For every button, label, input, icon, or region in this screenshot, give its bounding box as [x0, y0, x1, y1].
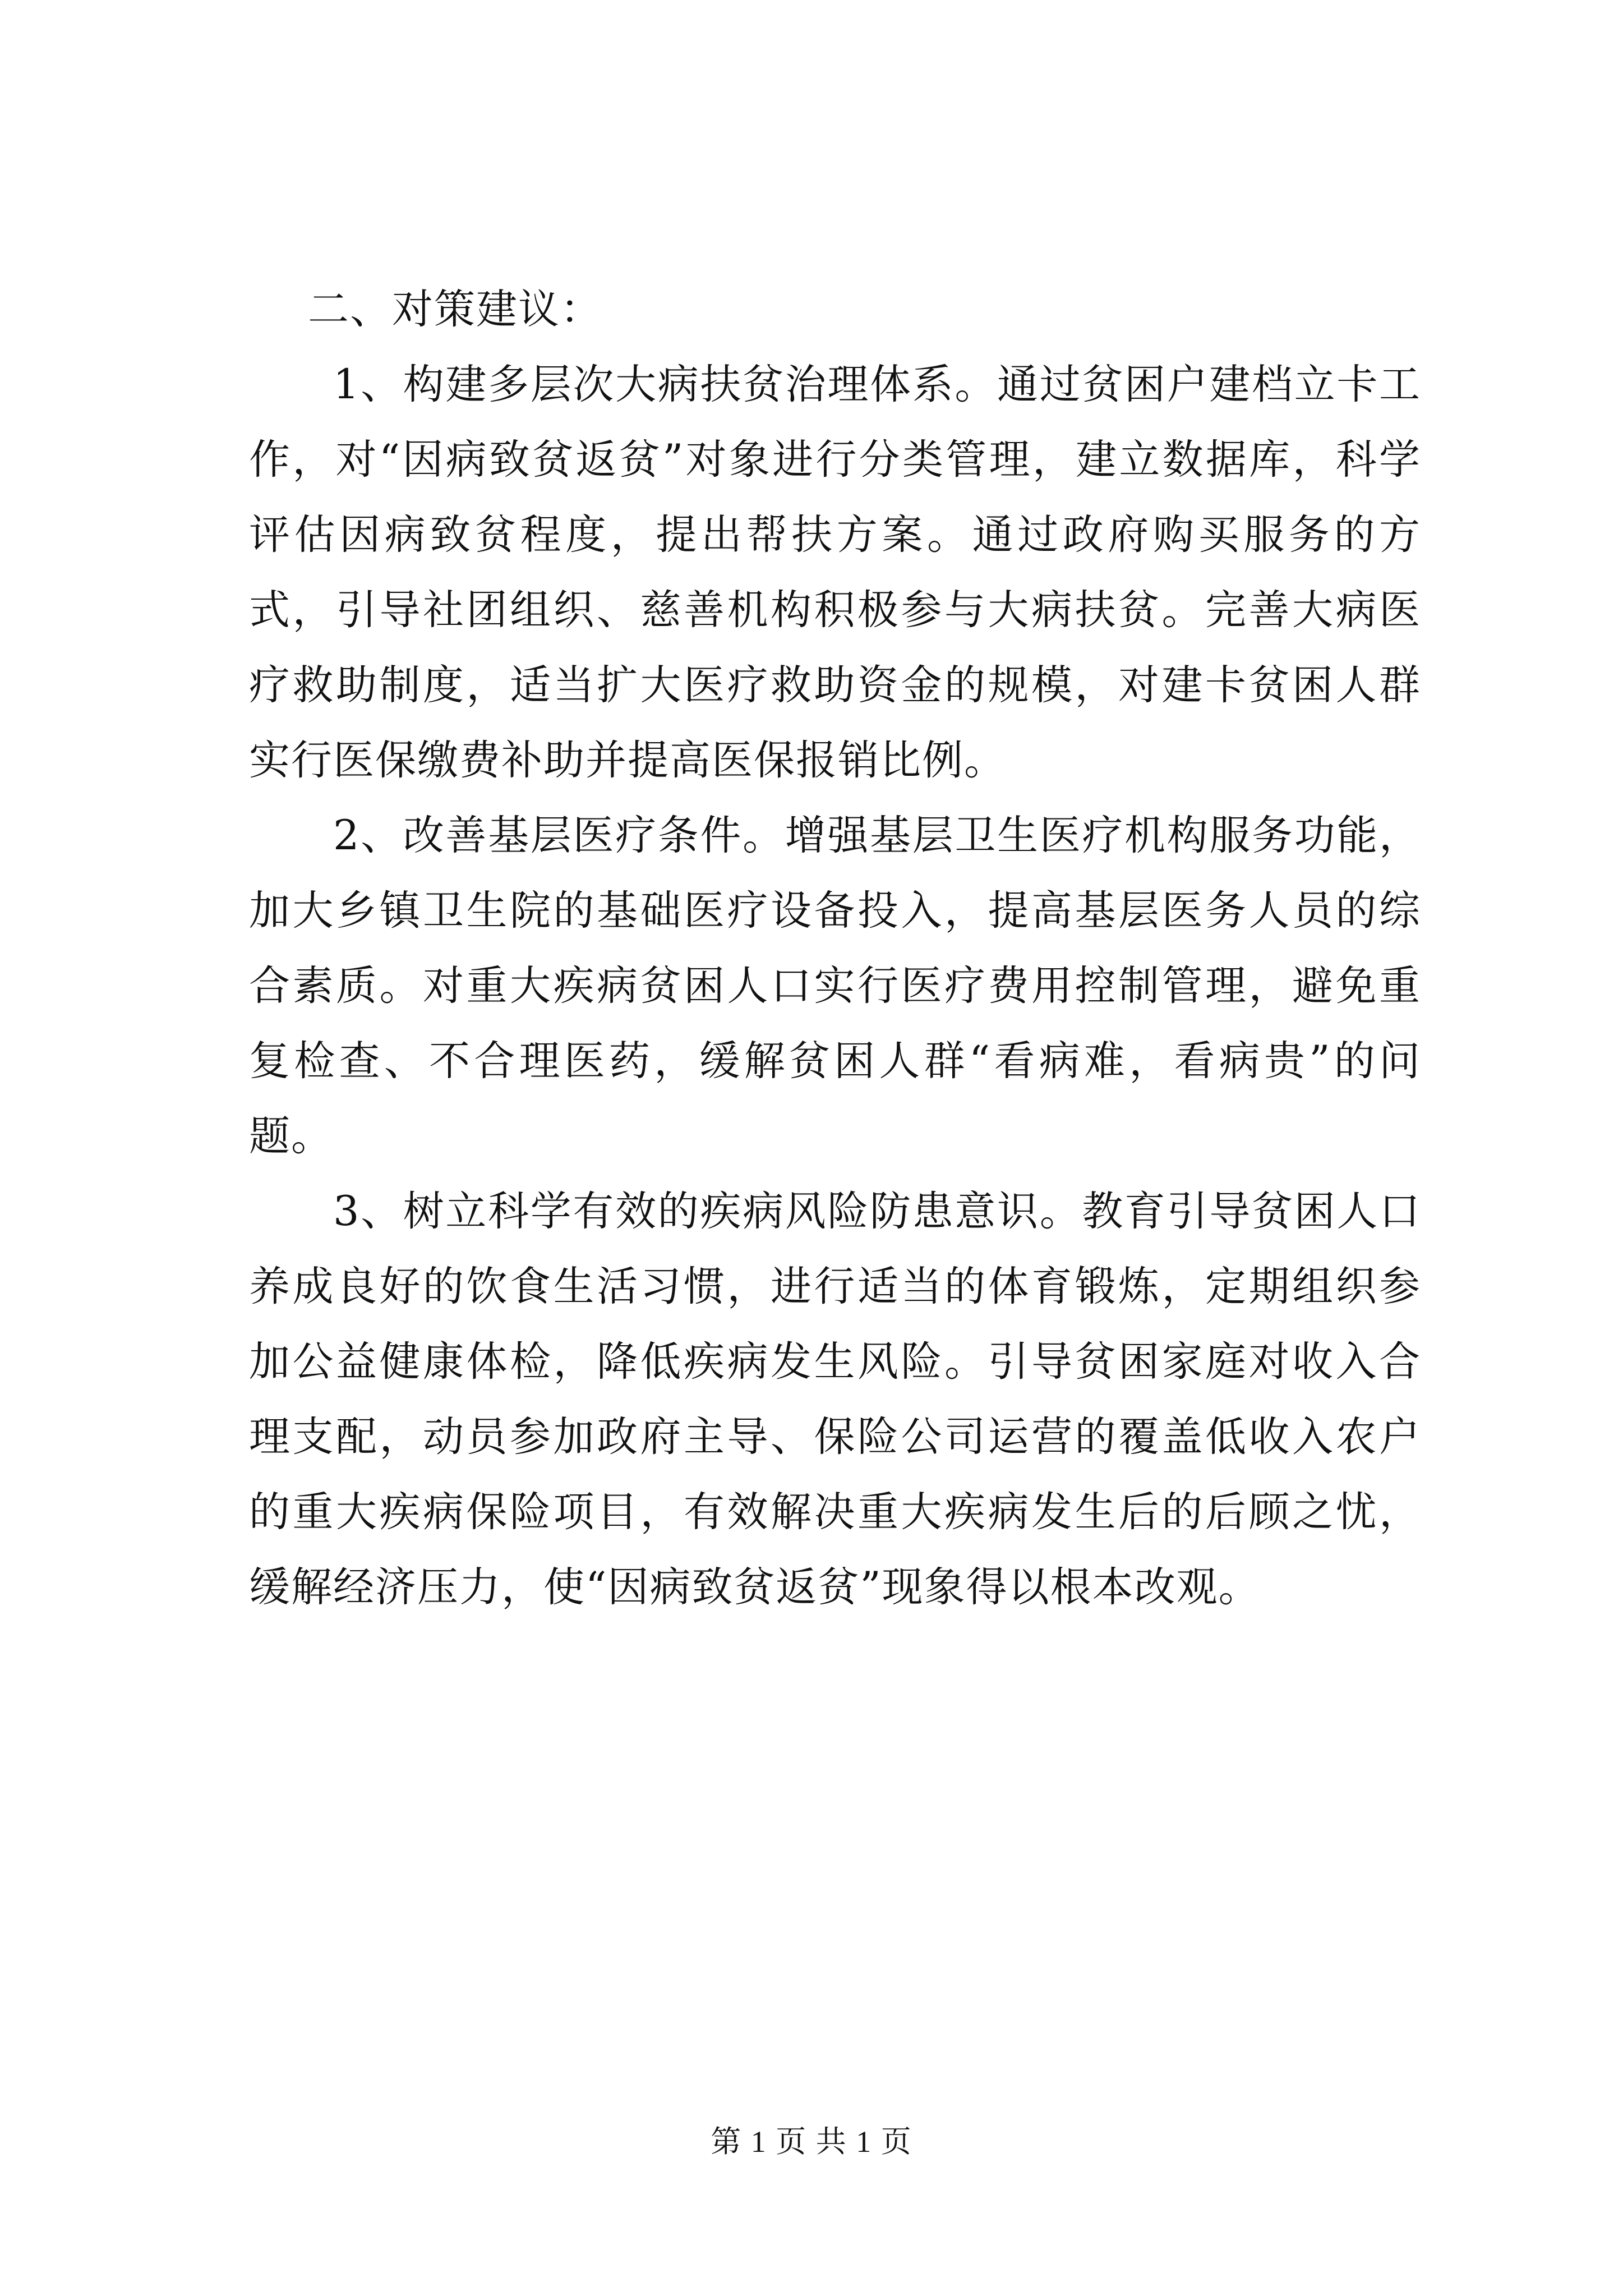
- section-heading: 二、对策建议：: [308, 286, 602, 333]
- paragraph-2: 2、改善基层医疗条件。增强基层卫生医疗机构服务功能，加大乡镇卫生院的基础医疗设备投入，提高基层医务人员的综合素质。对重大疾病贫困人口实行医疗费用控制管理，避免重复检查、不合理医药，缓解贫困人群“看病难，看病贵”的问题。: [249, 812, 1421, 1160]
- document-body: [249, 272, 1421, 1625]
- page-footer: 第 1 页 共 1 页: [711, 2125, 912, 2159]
- paragraph-3: 3、树立科学有效的疾病风险防患意识。教育引导贫困人口养成良好的饮食生活习惯，进行适当的体育锻炼，定期组织参加公益健康体检，降低疾病发生风险。引导贫困家庭对收入合理支配，动员参加政府主导、保险公司运营的覆盖低收入农户的重大疾病保险项目，有效解决重大疾病发生后的后顾之忧，缓解经济压力，使“因病致贫返贫”现象得以根本改观。: [249, 1188, 1421, 1611]
- paragraph-1: 1、构建多层次大病扶贫治理体系。通过贫困户建档立卡工作，对“因病致贫返贫”对象进行分类管理，建立数据库，科学评估因病致贫程度，提出帮扶方案。通过政府购买服务的方式，引导社团组织、慈善机构积极参与大病扶贫。完善大病医疗救助制度，适当扩大医疗救助资金的规模，对建卡贫困人群实行医保缴费补助并提高医保报销比例。: [249, 361, 1421, 784]
